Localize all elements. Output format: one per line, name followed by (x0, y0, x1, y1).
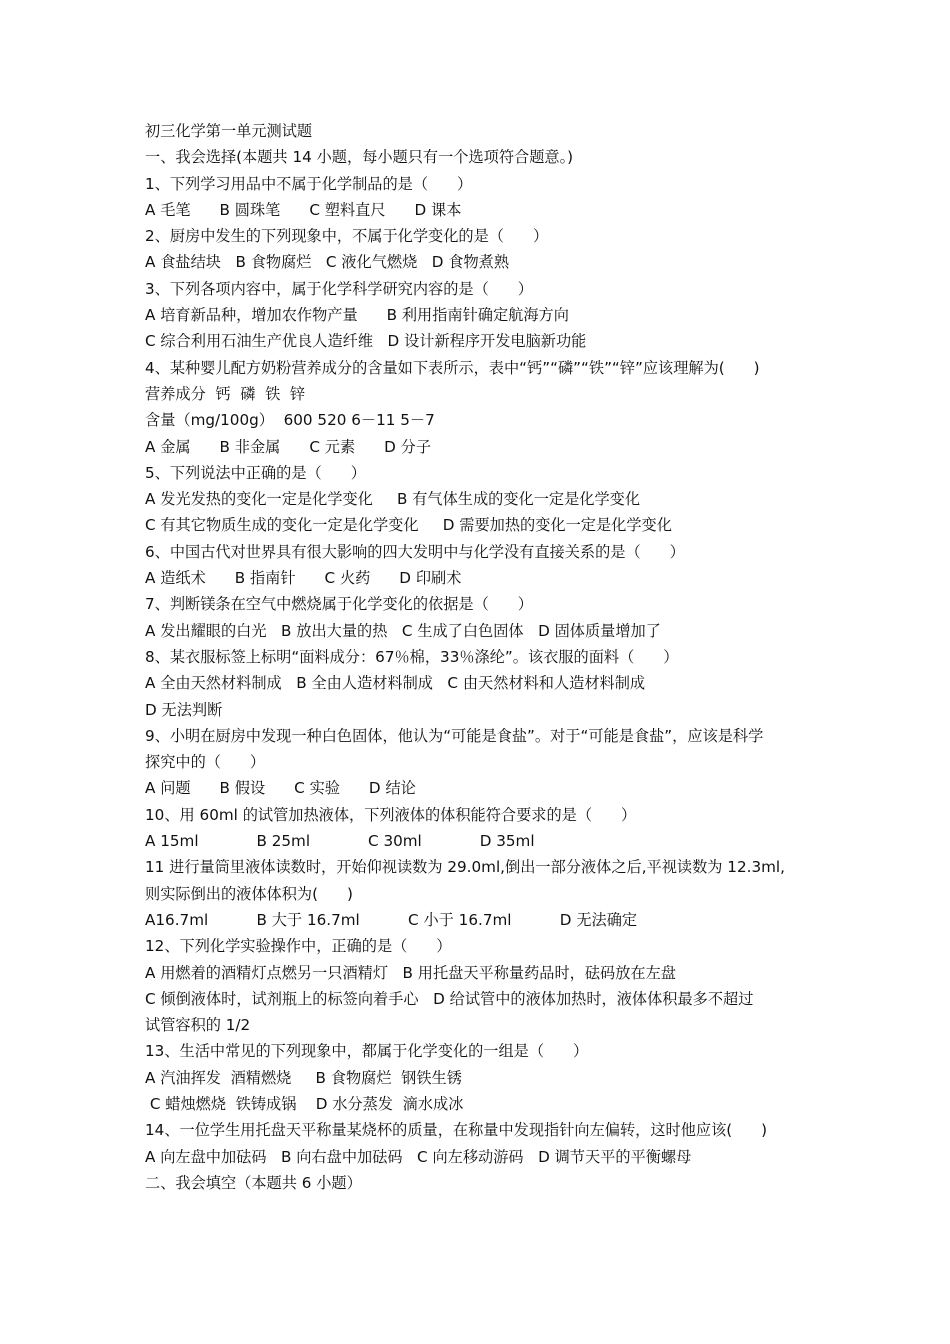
text-line: A 造纸术 B 指南针 C 火药 D 印刷术 (145, 569, 462, 588)
text-line: A 食盐结块 B 食物腐烂 C 液化气燃烧 D 食物煮熟 (145, 253, 510, 272)
text-line: A 发出耀眼的白光 B 放出大量的热 C 生成了白色固体 D 固体质量增加了 (145, 621, 661, 640)
text-line: A 培育新品种，增加农作物产量 B 利用指南针确定航海方向 (145, 306, 569, 325)
text-line: 3、下列各项内容中，属于化学科学研究内容的是（ ） (145, 279, 533, 298)
text-line: 9、小明在厨房中发现一种白色固体，他认为“可能是食盐”。对于“可能是食盐”，应该是科学 (145, 726, 764, 745)
document-body (145, 118, 825, 1196)
text-line: 11 进行量筒里液体读数时，开始仰视读数为 29.0ml,倒出一部分液体之后,平视读数为 12.3ml, (145, 858, 785, 877)
text-line: 7、判断镁条在空气中燃烧属于化学变化的依据是（ ） (145, 595, 533, 614)
text-line: 13、生活中常见的下列现象中，都属于化学变化的一组是（ ） (145, 1042, 589, 1061)
text-line: 10、用 60ml 的试管加热液体，下列液体的体积能符合要求的是（ ） (145, 805, 637, 824)
text-line: 探究中的（ ） (145, 753, 266, 772)
text-line: 含量（mg/100g） 600 520 6－11 5－7 (145, 411, 435, 430)
text-line: A 问题 B 假设 C 实验 D 结论 (145, 779, 416, 798)
text-line: A 15ml B 25ml C 30ml D 35ml (145, 832, 535, 851)
text-line: 一、我会选择(本题共 14 小题，每小题只有一个选项符合题意。) (145, 148, 574, 167)
text-line: 5、下列说法中正确的是（ ） (145, 463, 366, 482)
text-line: A 发光发热的变化一定是化学变化 B 有气体生成的变化一定是化学变化 (145, 490, 641, 509)
text-line: 8、某衣服标签上标明“面料成分：67％棉，33％涤纶”。该衣服的面料（ ） (145, 647, 679, 666)
text-line: A 毛笔 B 圆珠笔 C 塑料直尺 D 课本 (145, 200, 462, 219)
text-line: A 全由天然材料制成 B 全由人造材料制成 C 由天然材料和人造材料制成 (145, 674, 646, 693)
text-line: 14、一位学生用托盘天平称量某烧杯的质量，在称量中发现指针向左偏转，这时他应该( ) (145, 1121, 768, 1140)
text-line: C 倾倒液体时，试剂瓶上的标签向着手心 D 给试管中的液体加热时，液体体积最多不超过 (145, 989, 754, 1008)
text-line: 1、下列学习用品中不属于化学制品的是（ ） (145, 174, 473, 193)
text-line: 12、下列化学实验操作中，正确的是（ ） (145, 937, 452, 956)
text-line: A 向左盘中加砝码 B 向右盘中加砝码 C 向左移动游码 D 调节天平的平衡螺母 (145, 1147, 692, 1166)
text-line: 6、中国古代对世界具有很大影响的四大发明中与化学没有直接关系的是（ ） (145, 542, 685, 561)
text-line: C 综合利用石油生产优良人造纤维 D 设计新程序开发电脑新功能 (145, 332, 587, 351)
text-line: 二、我会填空（本题共 6 小题） (145, 1173, 362, 1192)
text-line: C 有其它物质生成的变化一定是化学变化 D 需要加热的变化一定是化学变化 (145, 516, 672, 535)
text-line: A 汽油挥发 酒精燃烧 B 食物腐烂 钢铁生锈 (145, 1068, 462, 1087)
text-line: A16.7ml B 大于 16.7ml C 小于 16.7ml D 无法确定 (145, 910, 638, 929)
text-line: 初三化学第一单元测试题 (145, 122, 313, 140)
text-line: A 金属 B 非金属 C 元素 D 分子 (145, 437, 432, 456)
text-line: 营养成分 钙 磷 铁 锌 (145, 384, 306, 403)
text-line: 则实际倒出的液体体积为( ) (145, 884, 353, 903)
text-line: C 蜡烛燃烧 铁铸成锅 D 水分蒸发 滴水成冰 (145, 1094, 464, 1113)
text-line: A 用燃着的酒精灯点燃另一只酒精灯 B 用托盘天平称量药品时，砝码放在左盘 (145, 963, 676, 982)
text-line: 2、厨房中发生的下列现象中，不属于化学变化的是（ ） (145, 227, 549, 246)
text-line: 试管容积的 1/2 (145, 1016, 251, 1035)
text-line: 4、某种婴儿配方奶粉营养成分的含量如下表所示，表中“钙”“磷”“铁”“锌”应该理解为( ) (145, 358, 760, 377)
text-line: D 无法判断 (145, 700, 223, 719)
